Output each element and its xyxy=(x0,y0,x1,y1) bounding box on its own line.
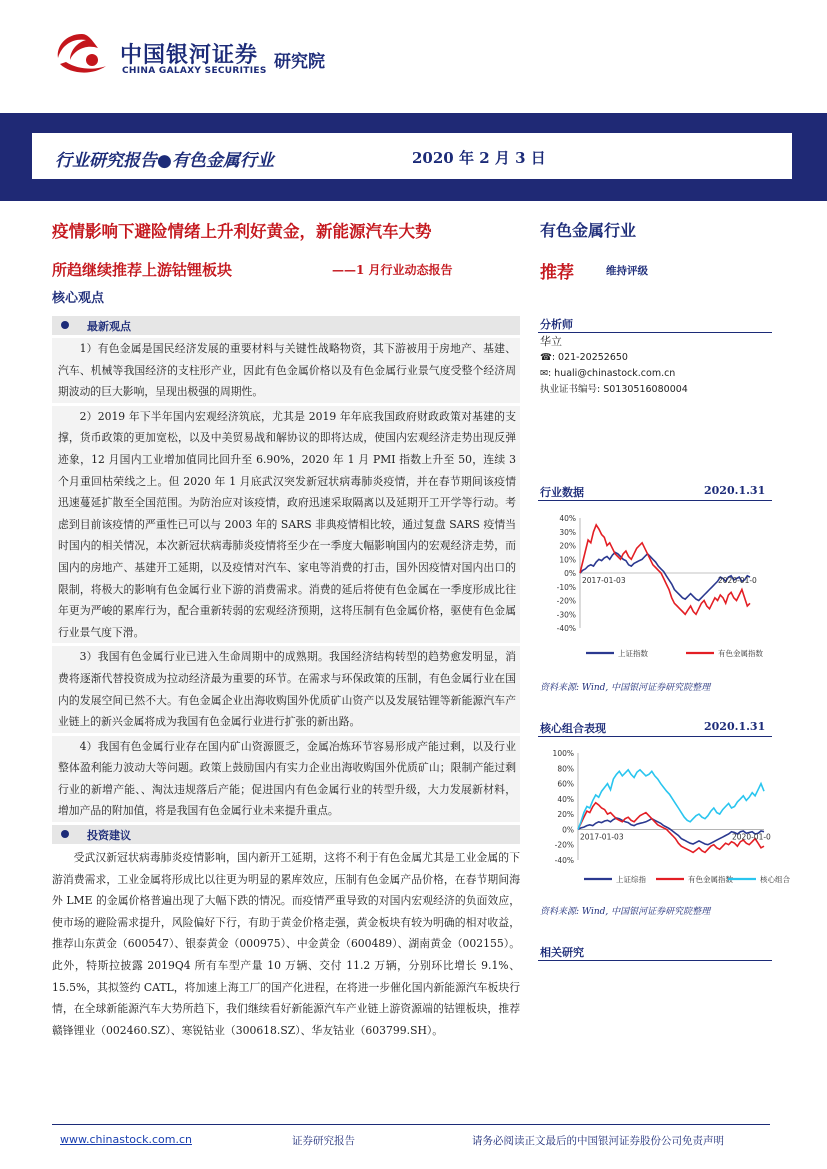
paragraph: 3）我国有色金属行业已进入生命周期中的成熟期。我国经济结构转型的趋势愈发明显，消费将逐渐代替投资成为拉动经济最为重要的环节。在需求与环保政策的压制，有色金属行业在国内的发展空间已然不大。有色金属企业出海收购国外优质矿山资产以及发展钴锂等新能源汽车产业链上的新兴金属将成为我国有色金属行业进行扩张的新出路。 xyxy=(58,650,516,729)
y-tick-label: 20% xyxy=(559,541,576,551)
rating-note: 维持评级 xyxy=(606,265,648,277)
chart2-heading: 核心组合表现 xyxy=(540,722,606,735)
y-tick-label: -20% xyxy=(554,840,574,850)
footer-disclaimer: 请务必阅读正文最后的中国银河证券股份公司免责声明 xyxy=(472,1135,724,1147)
chart1-date: 2020.1.31 xyxy=(704,484,766,497)
related-heading: 相关研究 xyxy=(540,946,584,959)
y-tick-label: -30% xyxy=(556,610,576,620)
y-tick-label: 60% xyxy=(557,779,574,789)
sidebar-industry: 有色金属行业 xyxy=(540,221,637,240)
rating: 推荐 xyxy=(540,263,574,283)
footer-divider xyxy=(52,1124,770,1125)
divider xyxy=(538,960,772,961)
institute-label: 研究院 xyxy=(274,52,325,72)
y-tick-label: 40% xyxy=(557,794,574,804)
paragraph: 1）有色金属是国民经济发展的重要材料与关键性战略物资，其下游被用于房地产、基建、汽车、机械等我国经济的支柱形产业，因此有色金属价格以及有色金属行业景气度受整个经济周期波动的巨大影响，呈现出极强的周期性。 xyxy=(58,342,516,399)
legend-label: 上证综指 xyxy=(616,875,646,884)
paragraph: 4）我国有色金属行业存在国内矿山资源匮乏，金属冶炼环节容易形成产能过剩，以及行业整体盈利能力波动大等问题。政策上鼓励国内有实力企业出海收购国外优质矿山；限制产能过剩行业的新增产能、、淘汰违规落后产能；促进国内有色金属行业的转型升级，大力发展新材料，增加产品的附加值，将是我国有色金属行业未来提升重点。 xyxy=(58,739,516,818)
chart1-heading: 行业数据 xyxy=(540,486,584,499)
y-tick-label: 100% xyxy=(552,749,574,758)
report-title-line1: 疫情影响下避险情绪上升利好黄金，新能源汽车大势 xyxy=(52,222,432,241)
report-subtitle: ——1 月行业动态报告 xyxy=(332,263,453,277)
logo-chinese: 中国银河证券 xyxy=(120,43,259,68)
analyst-name: 华立 xyxy=(540,335,562,348)
y-tick-label: 0% xyxy=(564,569,576,578)
y-tick-label: 30% xyxy=(559,527,576,537)
y-tick-label: -20% xyxy=(556,596,576,606)
galaxy-logo-icon xyxy=(52,30,112,78)
chart1-source: 资料来源: Wind, 中国银河证券研究院整理 xyxy=(540,683,711,693)
x-tick-label: 2020-01-0 xyxy=(732,832,771,842)
x-tick-label: 2017-01-03 xyxy=(582,576,626,585)
legend-label: 上证指数 xyxy=(618,649,648,658)
section-bar-latest xyxy=(52,316,520,335)
chart2-date: 2020.1.31 xyxy=(704,720,766,733)
divider xyxy=(538,500,772,501)
y-tick-label: 40% xyxy=(559,514,576,523)
analyst-phone: ☎: 021-20252650 xyxy=(540,352,628,363)
report-date: 2020 年 2 月 3 日 xyxy=(412,149,546,167)
report-title-line2: 所趋继续推荐上游钴锂板块 xyxy=(52,261,233,279)
x-tick-label: 2020-01-0 xyxy=(718,576,757,585)
footer-website-link[interactable]: www.chinastock.com.cn xyxy=(60,1133,192,1146)
x-tick-label: 2017-01-03 xyxy=(580,832,624,842)
divider xyxy=(538,332,772,333)
bullet-icon xyxy=(61,830,69,838)
section-bar-invest xyxy=(52,825,520,844)
paragraph: 受武汉新冠状病毒肺炎疫情影响，国内新开工延期，这将不利于有色金属尤其是工业金属的下游消费需求，工业金属将形成比以往更为明显的累库效应，压制有色金属产品价格，在春节期间海外 LME 的金属价格普遍出现了大幅下跌的情况。而疫情严重导致的对国内宏观经济的负面效应，使市场的避险需求提升，风险偏好下行，有助于黄金价格走强，黄金板块有较为明确的相对收益，推荐山东黄金（600547）、银泰黄金（000975）、中金黄金（600489）、湖南黄金（002155）。此外，特斯拉披露 2019Q4 所有车型产量 10 万辆、交付 11.2 万辆，分别环比增长 9.1%、15.5%，其拟签约 CATL，将加速上海工厂的国产化进程，在将进一步催化国内新能源汽车板块行情，在全球新能源汽车大势所趋下，我们继续看好新能源汽车产业链上游资源端的钴锂板块，推荐赣锋锂业（002460.SZ）、寒锐钴业（300618.SZ）、华友钴业（603799.SH）。 xyxy=(52,851,520,1037)
section-heading-core: 核心观点 xyxy=(52,291,105,306)
y-tick-label: -10% xyxy=(556,582,576,592)
legend-label: 有色金属指数 xyxy=(718,649,763,658)
report-category: 行业研究报告●有色金属行业 xyxy=(55,151,274,171)
analyst-license: 执业证书编号: S0130516080004 xyxy=(540,384,688,395)
main-column xyxy=(52,316,520,1041)
section-label: 投资建议 xyxy=(87,829,131,843)
y-tick-label: 20% xyxy=(557,810,574,820)
y-tick-label: 10% xyxy=(559,555,576,565)
industry-data-chart xyxy=(538,510,772,670)
divider xyxy=(538,736,772,737)
core-portfolio-chart xyxy=(538,746,790,886)
analyst-email[interactable]: ✉: huali@chinastock.com.cn xyxy=(540,368,676,379)
y-tick-label: -40% xyxy=(556,624,576,633)
paragraph: 2）2019 年下半年国内宏观经济筑底，尤其是 2019 年年底我国政府财政政策对基建的支撑，货币政策的更加宽松，以及中美贸易战和解协议的即将达成，使国内宏观经济走势出现反弹迹象，12 月国内工业增加值同比回升至 6.90%，2020 年 1 月 PMI 指数上升至 50，连续 3 个月重回枯荣线之上。但 2020 年 1 月底武汉突发新冠状病毒肺炎疫情，并在春节期间该疫情迅速蔓延扩散至全国范围。为防治应对该疫情，政府迅速采取隔离以及延期开工开学等行动。考虑到目前该疫情的严重性已可以与 2003 年的 SARS 非典疫情相比较，通过复盘 SARS 疫情当时国内的相关情况，本次新冠状病毒肺炎疫情将至少在一季度大幅影响国内的宏观经济走势，而国内的房地产、基建开工延期，以及疫情对汽车、家电等消费的打击，国外因疫情对国内出口的限制，将极大的影响有色金属行业下游的消费需求。消费的延后将使有色金属在一季度形成比往年更为严峻的累库行为，配合重新转弱的宏观经济预期，这将压制有色金属价格，驱使有色金属行业景气度下滑。 xyxy=(58,409,516,639)
y-tick-label: -40% xyxy=(554,856,574,865)
analyst-heading: 分析师 xyxy=(540,318,573,331)
logo-english: CHINA GALAXY SECURITIES xyxy=(122,66,267,76)
y-tick-label: 80% xyxy=(557,764,574,774)
legend-label: 有色金属指数 xyxy=(688,875,733,884)
series-line xyxy=(578,803,764,853)
section-label: 最新观点 xyxy=(87,320,131,333)
legend-label: 核心组合 xyxy=(760,875,790,884)
y-tick-label: 0% xyxy=(562,825,574,835)
footer-label: 证券研究报告 xyxy=(292,1135,355,1147)
chart2-source: 资料来源: Wind, 中国银河证券研究院整理 xyxy=(540,907,711,917)
series-line xyxy=(580,525,750,614)
bullet-icon xyxy=(61,321,69,329)
